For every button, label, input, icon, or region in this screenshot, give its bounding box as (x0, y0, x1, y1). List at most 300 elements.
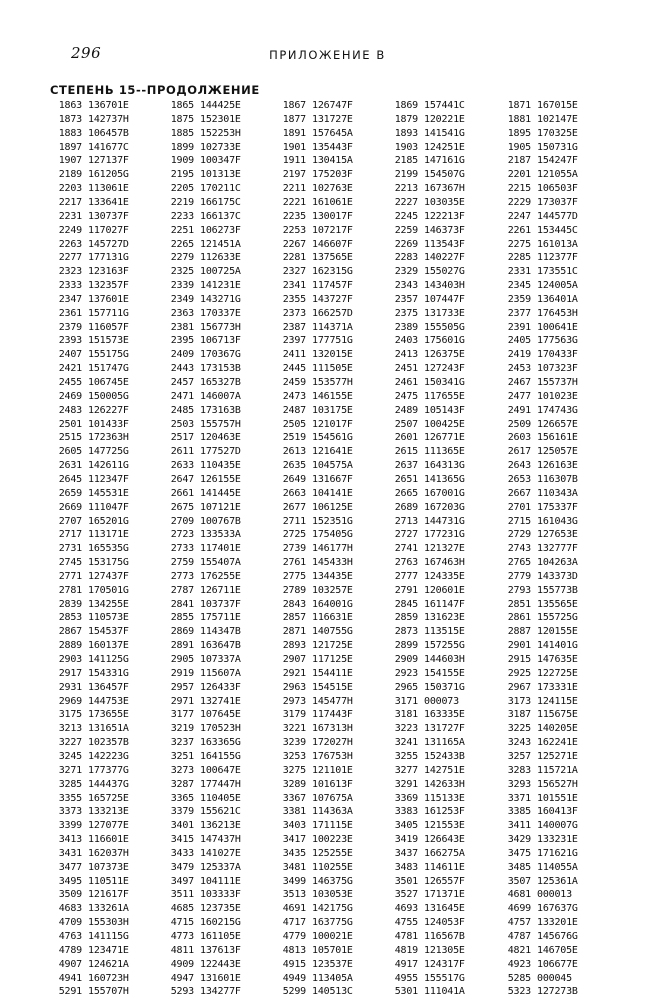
table-entry (48, 210, 160, 224)
table-entry (497, 362, 609, 376)
table-entry (497, 916, 609, 930)
table-entry (384, 224, 496, 238)
entry-degree-number: 2501 (58, 418, 82, 430)
entry-degree-number: 2633 (170, 460, 194, 472)
entry-degree-number: 1909 (170, 155, 194, 167)
entry-degree-number: 4789 (58, 944, 82, 956)
entry-polynomial-code: 167637G (537, 903, 578, 915)
entry-polynomial-code: 177447H (200, 778, 241, 790)
table-entry (48, 611, 160, 625)
entry-degree-number: 2231 (58, 210, 82, 222)
entry-polynomial-code: 174743G (537, 404, 578, 416)
entry-polynomial-code: 154411E (312, 667, 353, 679)
entry-polynomial-code: 127243F (424, 363, 465, 375)
table-entry (497, 819, 609, 833)
entry-polynomial-code: 171621G (537, 847, 578, 859)
entry-polynomial-code: 101551E (537, 792, 578, 804)
entry-degree-number: 2617 (507, 446, 531, 458)
entry-polynomial-code: 173153B (200, 363, 241, 375)
table-entry (272, 515, 384, 529)
entry-degree-number: 4947 (170, 972, 194, 984)
table-entry (272, 985, 384, 999)
table-entry (272, 141, 384, 155)
entry-degree-number: 1897 (58, 141, 82, 153)
table-entry (384, 861, 496, 875)
entry-polynomial-code: 121725E (312, 640, 353, 652)
entry-polynomial-code: 145727D (88, 238, 129, 250)
entry-degree-number: 2259 (394, 224, 418, 236)
entry-polynomial-code: 152351G (312, 515, 353, 527)
entry-polynomial-code: 101613F (312, 778, 353, 790)
entry-polynomial-code: 155707H (88, 986, 129, 998)
entry-polynomial-code: 177377G (88, 764, 129, 776)
table-entry (160, 958, 272, 972)
table-entry (497, 847, 609, 861)
entry-degree-number: 2713 (394, 515, 418, 527)
entry-degree-number: 2653 (507, 473, 531, 485)
entry-degree-number: 2843 (282, 598, 306, 610)
entry-polynomial-code: 141401G (537, 640, 578, 652)
entry-degree-number: 2269 (394, 238, 418, 250)
table-entry (497, 570, 609, 584)
entry-polynomial-code: 127077E (88, 820, 129, 832)
table-entry (48, 224, 160, 238)
entry-degree-number: 2515 (58, 432, 82, 444)
entry-degree-number: 3381 (282, 806, 306, 818)
entry-polynomial-code: 113515E (424, 626, 465, 638)
table-entry (497, 348, 609, 362)
entry-polynomial-code: 161147F (424, 598, 465, 610)
entry-polynomial-code: 103333F (200, 889, 241, 901)
entry-polynomial-code: 140755G (312, 626, 353, 638)
entry-polynomial-code: 156773H (200, 321, 241, 333)
table-entry (160, 902, 272, 916)
entry-degree-number: 2791 (394, 584, 418, 596)
entry-degree-number: 3479 (170, 861, 194, 873)
entry-polynomial-code: 107645E (200, 709, 241, 721)
entry-polynomial-code: 133201E (537, 917, 578, 929)
table-entry (160, 515, 272, 529)
entry-degree-number: 2861 (507, 612, 531, 624)
entry-polynomial-code: 126375E (424, 349, 465, 361)
entry-polynomial-code: 155303H (88, 917, 129, 929)
entry-degree-number: 4779 (282, 931, 306, 942)
entry-polynomial-code: 140513C (312, 986, 353, 998)
table-entry (160, 431, 272, 445)
table-entry (497, 625, 609, 639)
entry-degree-number: 3171 (394, 695, 418, 707)
entry-degree-number: 3213 (58, 723, 82, 735)
entry-degree-number: 2329 (394, 266, 418, 278)
entry-polynomial-code: 157255G (424, 640, 465, 652)
entry-polynomial-code: 166257D (312, 307, 353, 319)
entry-polynomial-code: 142611G (88, 460, 129, 472)
entry-polynomial-code: 105143F (424, 404, 465, 416)
entry-degree-number: 2689 (394, 501, 418, 513)
entry-polynomial-code: 143373D (537, 570, 578, 582)
entry-polynomial-code: 131727E (312, 113, 353, 125)
table-entry (497, 653, 609, 667)
entry-polynomial-code: 112347F (88, 473, 129, 485)
entry-polynomial-code: 102763E (312, 183, 353, 195)
entry-degree-number: 2965 (394, 681, 418, 693)
entry-degree-number: 2853 (58, 612, 82, 624)
table-entry (384, 348, 496, 362)
entry-polynomial-code: 101023E (537, 390, 578, 402)
table-entry (497, 307, 609, 321)
table-entry (497, 681, 609, 695)
entry-degree-number: 2663 (282, 487, 306, 499)
entry-polynomial-code: 157711G (88, 307, 129, 319)
entry-polynomial-code: 121617F (88, 889, 129, 901)
table-entry (384, 639, 496, 653)
table-entry (272, 390, 384, 404)
table-entry (272, 528, 384, 542)
entry-degree-number: 4691 (282, 903, 306, 915)
entry-degree-number: 2709 (170, 515, 194, 527)
entry-degree-number: 3273 (170, 764, 194, 776)
entry-polynomial-code: 146373F (424, 224, 465, 236)
table-entry (384, 833, 496, 847)
table-entry (272, 154, 384, 168)
entry-polynomial-code: 000045 (537, 972, 572, 984)
entry-polynomial-code: 132741E (200, 695, 241, 707)
table-entry (48, 819, 160, 833)
table-entry (272, 418, 384, 432)
entry-degree-number: 4685 (170, 903, 194, 915)
entry-polynomial-code: 100647E (200, 764, 241, 776)
table-entry (160, 404, 272, 418)
table-entry (497, 210, 609, 224)
entry-polynomial-code: 110343A (537, 487, 578, 499)
table-entry (384, 404, 496, 418)
entry-degree-number: 2233 (170, 210, 194, 222)
table-entry (272, 376, 384, 390)
entry-polynomial-code: 131645E (424, 903, 465, 915)
table-entry (497, 985, 609, 999)
table-entry (48, 376, 160, 390)
table-entry (160, 501, 272, 515)
entry-degree-number: 2381 (170, 321, 194, 333)
table-entry (384, 958, 496, 972)
entry-polynomial-code: 137565E (312, 252, 353, 264)
table-entry (48, 348, 160, 362)
entry-degree-number: 2907 (282, 654, 306, 665)
table-entry (272, 916, 384, 930)
table-entry (384, 542, 496, 556)
entry-degree-number: 3477 (58, 861, 82, 873)
table-entry (48, 182, 160, 196)
entry-degree-number: 2517 (170, 432, 194, 444)
table-entry (160, 916, 272, 930)
entry-degree-number: 2215 (507, 183, 531, 195)
entry-polynomial-code: 126433F (200, 681, 241, 693)
entry-polynomial-code: 115675E (537, 709, 578, 721)
entry-polynomial-code: 127653E (537, 529, 578, 541)
entry-polynomial-code: 135565E (537, 598, 578, 610)
entry-degree-number: 1903 (394, 141, 418, 153)
entry-degree-number: 3385 (507, 806, 531, 818)
entry-polynomial-code: 107675A (312, 792, 353, 804)
entry-polynomial-code: 161205G (88, 169, 129, 181)
table-entry (384, 584, 496, 598)
running-title: ПРИЛОЖЕНИЕ В (269, 48, 386, 62)
entry-degree-number: 2403 (394, 335, 418, 347)
entry-degree-number: 4909 (170, 958, 194, 970)
entry-degree-number: 2477 (507, 390, 531, 402)
table-entry (48, 930, 160, 944)
entry-polynomial-code: 177131G (88, 252, 129, 264)
entry-polynomial-code: 123163F (88, 266, 129, 278)
entry-degree-number: 3239 (282, 737, 306, 749)
entry-polynomial-code: 166137C (200, 210, 241, 222)
table-entry (48, 238, 160, 252)
table-entry (160, 570, 272, 584)
entry-degree-number: 4811 (170, 944, 194, 956)
table-entry (48, 888, 160, 902)
table-entry (497, 501, 609, 515)
table-entry (497, 528, 609, 542)
table-entry (272, 182, 384, 196)
entry-polynomial-code: 146007A (200, 390, 241, 402)
table-entry (497, 487, 609, 501)
table-entry (160, 875, 272, 889)
table-entry (272, 861, 384, 875)
entry-polynomial-code: 117655E (424, 390, 465, 402)
table-entry (160, 833, 272, 847)
entry-polynomial-code: 163365G (200, 737, 241, 749)
entry-degree-number: 2925 (507, 667, 531, 679)
entry-polynomial-code: 116057F (88, 321, 129, 333)
entry-polynomial-code: 141115G (88, 931, 129, 942)
table-entry (48, 141, 160, 155)
entry-polynomial-code: 177231G (424, 529, 465, 541)
entry-degree-number: 4787 (507, 931, 531, 942)
table-entry (497, 598, 609, 612)
entry-degree-number: 2601 (394, 432, 418, 444)
entry-polynomial-code: 162315G (312, 266, 353, 278)
entry-polynomial-code: 176753H (312, 750, 353, 762)
entry-polynomial-code: 133533A (200, 529, 241, 541)
table-entry (272, 584, 384, 598)
table-entry (497, 418, 609, 432)
entry-polynomial-code: 146607F (312, 238, 353, 250)
entry-degree-number: 2707 (58, 515, 82, 527)
table-entry (160, 376, 272, 390)
entry-degree-number: 3241 (394, 737, 418, 749)
entry-degree-number: 2905 (170, 654, 194, 665)
entry-degree-number: 2327 (282, 266, 306, 278)
entry-polynomial-code: 117457F (312, 280, 353, 292)
entry-degree-number: 2361 (58, 307, 82, 319)
entry-degree-number: 2867 (58, 626, 82, 638)
table-entry (48, 985, 160, 999)
entry-polynomial-code: 132357F (88, 280, 129, 292)
table-entry (272, 778, 384, 792)
entry-degree-number: 2199 (394, 169, 418, 181)
entry-degree-number: 2509 (507, 418, 531, 430)
entry-polynomial-code: 124115E (537, 695, 578, 707)
entry-degree-number: 1869 (394, 100, 418, 111)
entry-degree-number: 3415 (170, 834, 194, 846)
entry-polynomial-code: 141027E (200, 847, 241, 859)
table-entry (384, 930, 496, 944)
entry-polynomial-code: 130737F (88, 210, 129, 222)
entry-polynomial-code: 166175C (200, 196, 241, 208)
entry-degree-number: 4715 (170, 917, 194, 929)
table-entry (48, 570, 160, 584)
table-entry (272, 251, 384, 265)
entry-degree-number: 3285 (58, 778, 82, 790)
entry-degree-number: 4949 (282, 972, 306, 984)
table-entry (384, 515, 496, 529)
entry-degree-number: 2921 (282, 667, 306, 679)
entry-polynomial-code: 155737H (537, 377, 578, 388)
entry-polynomial-code: 117125E (312, 654, 353, 665)
table-entry (160, 722, 272, 736)
entry-degree-number: 2445 (282, 363, 306, 375)
table-entry (48, 722, 160, 736)
entry-degree-number: 2851 (507, 598, 531, 610)
entry-polynomial-code: 111041A (424, 986, 465, 998)
table-entry (384, 681, 496, 695)
entry-polynomial-code: 107337A (200, 654, 241, 665)
entry-polynomial-code: 160137E (88, 640, 129, 652)
table-entry (497, 168, 609, 182)
entry-degree-number: 2355 (282, 293, 306, 305)
entry-polynomial-code: 133641E (88, 196, 129, 208)
entry-degree-number: 2411 (282, 349, 306, 361)
entry-polynomial-code: 144731G (424, 515, 465, 527)
entry-polynomial-code: 155757H (200, 418, 241, 430)
entry-polynomial-code: 170211C (200, 183, 241, 195)
entry-polynomial-code: 136401A (537, 293, 578, 305)
table-entry (384, 238, 496, 252)
entry-degree-number: 2379 (58, 321, 82, 333)
entry-degree-number: 4683 (58, 903, 82, 915)
entry-degree-number: 2227 (394, 196, 418, 208)
entry-polynomial-code: 146177H (312, 543, 353, 555)
entry-degree-number: 1873 (58, 113, 82, 125)
entry-polynomial-code: 171115E (312, 820, 353, 832)
table-entry (497, 515, 609, 529)
table-entry (497, 611, 609, 625)
entry-degree-number: 2731 (58, 543, 82, 555)
entry-polynomial-code: 126771E (424, 432, 465, 444)
entry-degree-number: 4755 (394, 917, 418, 929)
entry-degree-number: 2793 (507, 584, 531, 596)
table-entry (272, 958, 384, 972)
table-entry (48, 404, 160, 418)
entry-degree-number: 2471 (170, 390, 194, 402)
entry-polynomial-code: 120221E (424, 113, 465, 125)
entry-degree-number: 1907 (58, 155, 82, 167)
entry-degree-number: 2637 (394, 460, 418, 472)
entry-degree-number: 2387 (282, 321, 306, 333)
table-entry (384, 501, 496, 515)
entry-degree-number: 2855 (170, 612, 194, 624)
table-entry (272, 667, 384, 681)
table-entry (272, 501, 384, 515)
entry-degree-number: 3475 (507, 847, 531, 859)
table-entry (48, 251, 160, 265)
table-entry (160, 196, 272, 210)
entry-degree-number: 2915 (507, 654, 531, 665)
entry-degree-number: 2487 (282, 404, 306, 416)
entry-polynomial-code: 121451A (200, 238, 241, 250)
entry-degree-number: 2611 (170, 446, 194, 458)
entry-polynomial-code: 175711E (200, 612, 241, 624)
table-entry (497, 944, 609, 958)
entry-degree-number: 2189 (58, 169, 82, 181)
entry-degree-number: 2919 (170, 667, 194, 679)
entry-degree-number: 2781 (58, 584, 82, 596)
table-entry (160, 334, 272, 348)
entry-polynomial-code: 100347F (200, 155, 241, 167)
table-entry (272, 902, 384, 916)
table-entry (384, 944, 496, 958)
table-entry (497, 556, 609, 570)
entry-polynomial-code: 165535G (88, 543, 129, 555)
entry-polynomial-code: 166275A (424, 847, 465, 859)
table-entry (160, 888, 272, 902)
entry-degree-number: 3383 (394, 806, 418, 818)
entry-polynomial-code: 124317F (424, 958, 465, 970)
entry-polynomial-code: 163775G (312, 917, 353, 929)
table-entry (497, 584, 609, 598)
entry-degree-number: 2723 (170, 529, 194, 541)
entry-degree-number: 3511 (170, 889, 194, 901)
entry-polynomial-code: 101313E (200, 169, 241, 181)
entry-degree-number: 2903 (58, 654, 82, 665)
entry-degree-number: 2261 (507, 224, 531, 236)
entry-polynomial-code: 114363A (312, 806, 353, 818)
entry-degree-number: 2645 (58, 473, 82, 485)
table-entry (48, 196, 160, 210)
table-entry (384, 362, 496, 376)
entry-degree-number: 2483 (58, 404, 82, 416)
table-entry (384, 570, 496, 584)
table-entry (160, 390, 272, 404)
table-entry (384, 265, 496, 279)
entry-polynomial-code: 155621C (200, 806, 241, 818)
entry-degree-number: 2341 (282, 280, 306, 292)
entry-polynomial-code: 100725A (200, 266, 241, 278)
entry-polynomial-code: 167001G (424, 487, 465, 499)
entry-degree-number: 2279 (170, 252, 194, 264)
entry-polynomial-code: 122443E (200, 958, 241, 970)
entry-degree-number: 2909 (394, 654, 418, 665)
table-entry (272, 127, 384, 141)
entry-degree-number: 3251 (170, 750, 194, 762)
table-entry (48, 639, 160, 653)
entry-polynomial-code: 107323F (537, 363, 578, 375)
entry-polynomial-code: 103175E (312, 404, 353, 416)
table-entry (48, 598, 160, 612)
entry-polynomial-code: 160723H (88, 972, 129, 984)
table-entry (384, 722, 496, 736)
table-entry (160, 238, 272, 252)
entry-polynomial-code: 170501G (88, 584, 129, 596)
entry-polynomial-code: 173331E (537, 681, 578, 693)
entry-degree-number: 2841 (170, 598, 194, 610)
table-entry (272, 445, 384, 459)
table-entry (384, 736, 496, 750)
table-entry (48, 861, 160, 875)
entry-degree-number: 4915 (282, 958, 306, 970)
table-entry (272, 321, 384, 335)
entry-degree-number: 4717 (282, 917, 306, 929)
